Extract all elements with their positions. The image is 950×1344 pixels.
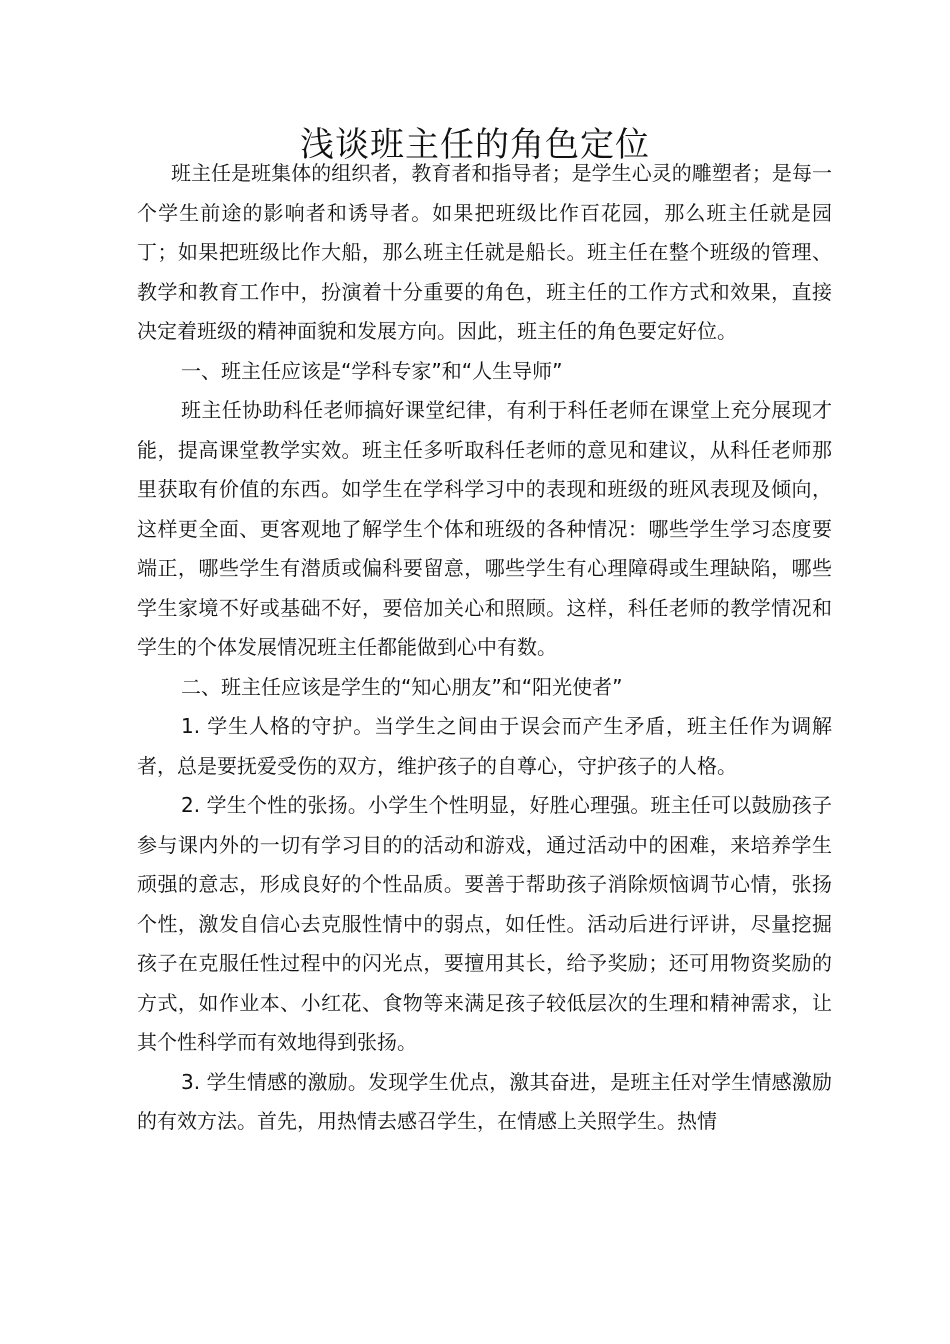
paragraph-intro: 班主任是班集体的组织者，教育者和指导者；是学生心灵的雕塑者；是每一个学生前途的影响者和诱导者。如果把班级比作百花园，那么班主任就是园丁；如果把班级比作大船，那么班主任就是船长。班主任在整个班级的管理、教学和教育工作中，扮演着十分重要的角色，班主任的工作方式和效果，直接决定着班级的精神面貌和发展方向。因此，班主任的角色要定好位。: [137, 161, 832, 343]
section-heading-1: 一、班主任应该是“学科专家”和“人生导师”: [181, 358, 563, 383]
document-title: 浅谈班主任的角色定位: [300, 124, 650, 165]
paragraph-item-1: 1. 学生人格的守护。当学生之间由于误会而产生矛盾，班主任作为调解者，总是要抚爱受伤的双方，维护孩子的自尊心，守护孩子的人格。: [137, 714, 832, 778]
paragraph-section-1: 班主任协助科任老师搞好课堂纪律，有利于科任老师在课堂上充分展现才能，提高课堂教学实效。班主任多听取科任老师的意见和建议，从科任老师那里获取有价值的东西。如学生在学科学习中的表现和班级的班风表现及倾向，这样更全面、更客观地了解学生个体和班级的各种情况：哪些学生学习态度要端正，哪些学生有潜质或偏科要留意，哪些学生有心理障碍或生理缺陷，哪些学生家境不好或基础不好，要倍加关心和照顾。这样，科任老师的教学情况和学生的个体发展情况班主任都能做到心中有数。: [137, 398, 832, 659]
section-heading-2: 二、班主任应该是学生的“知心朋友”和“阳光使者”: [181, 674, 623, 699]
paragraph-item-2: 2. 学生个性的张扬。小学生个性明显，好胜心理强。班主任可以鼓励孩子参与课内外的一切有学习目的的活动和游戏，通过活动中的困难，来培养学生顽强的意志，形成良好的个性品质。要善于帮助孩子消除烦恼调节心情，张扬个性，激发自信心去克服性情中的弱点，如任性。活动后进行评讲，尽量挖掘孩子在克服任性过程中的闪光点，要擅用其长，给予奖励；还可用物资奖励的方式，如作业本、小红花、食物等来满足孩子较低层次的生理和精神需求，让其个性科学而有效地得到张扬。: [137, 793, 832, 1054]
paragraph-item-3: 3. 学生情感的激励。发现学生优点，激其奋进，是班主任对学生情感激励的有效方法。首先，用热情去感召学生，在情感上关照学生。热情: [137, 1069, 832, 1133]
document-body: [137, 154, 832, 1142]
